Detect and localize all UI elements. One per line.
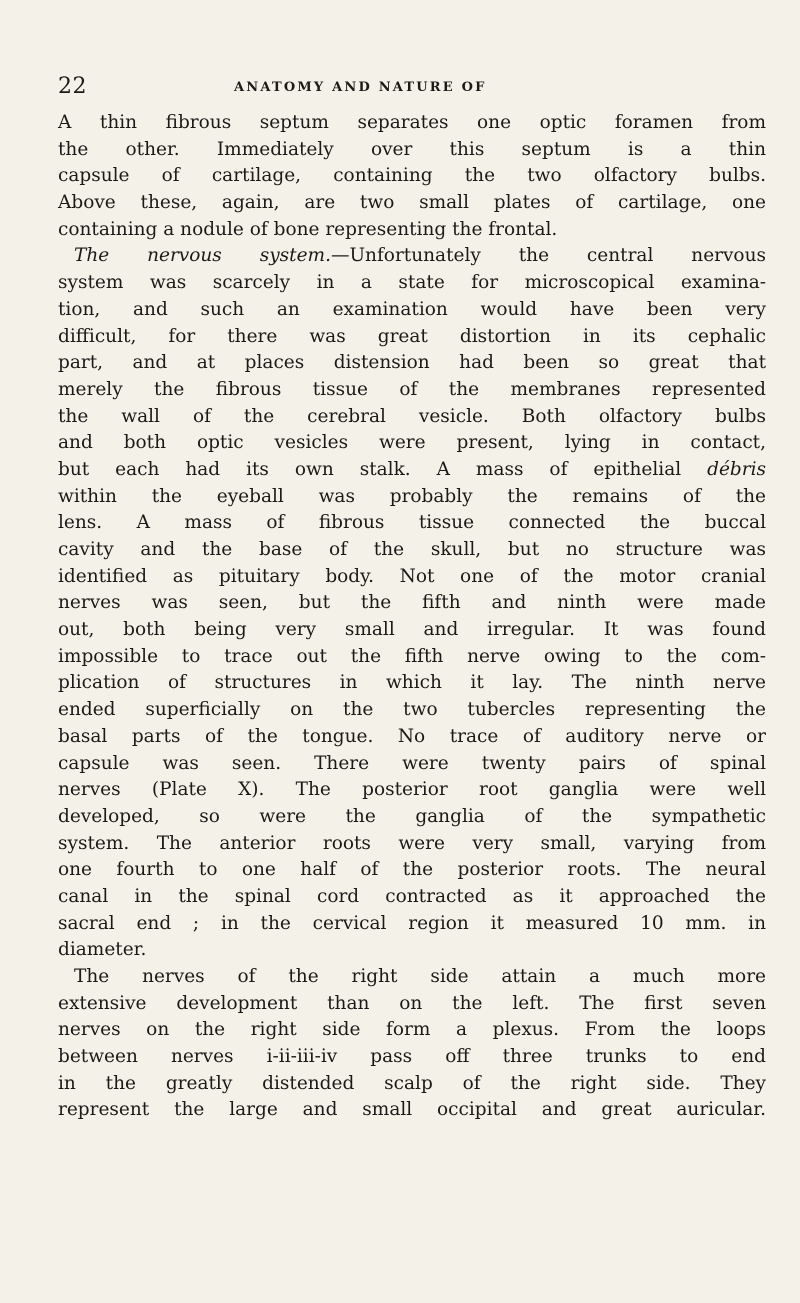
text-line: merely the fibrous tissue of the membranes represented: [58, 378, 766, 400]
text-line: system. The anterior roots were very small, varying from: [58, 832, 766, 854]
text-line: system was scarcely in a state for microscopical examina-: [58, 272, 766, 294]
text-line: developed, so were the ganglia of the sympathetic: [58, 805, 766, 827]
text-line: A thin fibrous septum separates one optic foramen from: [58, 112, 766, 133]
running-head: ANATOMY AND NATURE OF: [234, 80, 487, 95]
italic-term: débris: [707, 458, 766, 480]
text-line: impossible to trace out the fifth nerve owing to the com-: [58, 645, 766, 667]
text-line: and both optic vesicles were present, lying in contact,: [58, 432, 766, 454]
text-line: sacral end ; in the cervical region it measured 10 mm. in: [58, 912, 766, 934]
text-line: Above these, again, are two small plates of cartilage, one: [58, 192, 766, 214]
text-line: one fourth to one half of the posterior roots. The neural: [58, 859, 766, 881]
text-line: the other. Immediately over this septum is a thin: [58, 138, 766, 160]
text-line: ended superficially on the two tubercles representing the: [58, 699, 766, 721]
text-line: in the greatly distended scalp of the right side. They: [58, 1072, 766, 1094]
text-line: basal parts of the tongue. No trace of auditory nerve or: [58, 725, 766, 747]
text-line: nerves was seen, but the fifth and ninth were made: [58, 592, 766, 614]
text-line: between nerves i-ii-iii-iv pass off three trunks to end: [58, 1046, 766, 1068]
text-line: [58, 457, 766, 484]
text-line: diameter.: [58, 939, 147, 961]
section-heading: The nervous system.: [74, 245, 331, 267]
page-header: [58, 74, 758, 98]
text-line: capsule of cartilage, containing the two olfactory bulbs.: [58, 165, 766, 187]
text-line: tion, and such an examination would have been very: [58, 298, 766, 320]
text-line: containing a nodule of bone representing the frontal.: [58, 218, 558, 240]
text-line: the wall of the cerebral vesicle. Both olfactory bulbs: [58, 405, 766, 427]
text-line: identified as pituitary body. Not one of the motor cranial: [58, 565, 766, 587]
text-line: nerves (Plate X). The posterior root ganglia were well: [58, 779, 766, 801]
text-fragment: but each had its own stalk. A mass of epithelial: [58, 458, 708, 480]
text-line: out, both being very small and irregular. It was found: [58, 619, 766, 641]
text-line: extensive development than on the left. The first seven: [58, 992, 766, 1014]
text-line: part, and at places distension had been so great that: [58, 352, 766, 374]
text-line: within the eyeball was probably the remains of the: [58, 485, 766, 507]
text-line: represent the large and small occipital and great auricular.: [58, 1099, 766, 1121]
text-line: canal in the spinal cord contracted as it approached the: [58, 885, 766, 907]
text-line: [58, 243, 766, 270]
body-text: [58, 110, 766, 1124]
text-line: lens. A mass of fibrous tissue connected the buccal: [58, 512, 766, 534]
text-line: cavity and the base of the skull, but no structure was: [58, 539, 766, 560]
text-line: plication of structures in which it lay. The ninth nerve: [58, 672, 766, 694]
text-line: The nerves of the right side attain a much more: [74, 966, 766, 987]
text-fragment: —Unfortunately the central nervous: [330, 245, 766, 267]
text-line: capsule was seen. There were twenty pairs of spinal: [58, 752, 766, 774]
text-line: difficult, for there was great distortion in its cephalic: [58, 325, 766, 347]
text-line: nerves on the right side form a plexus. From the loops: [58, 1019, 766, 1041]
page-number: 22: [58, 74, 87, 99]
